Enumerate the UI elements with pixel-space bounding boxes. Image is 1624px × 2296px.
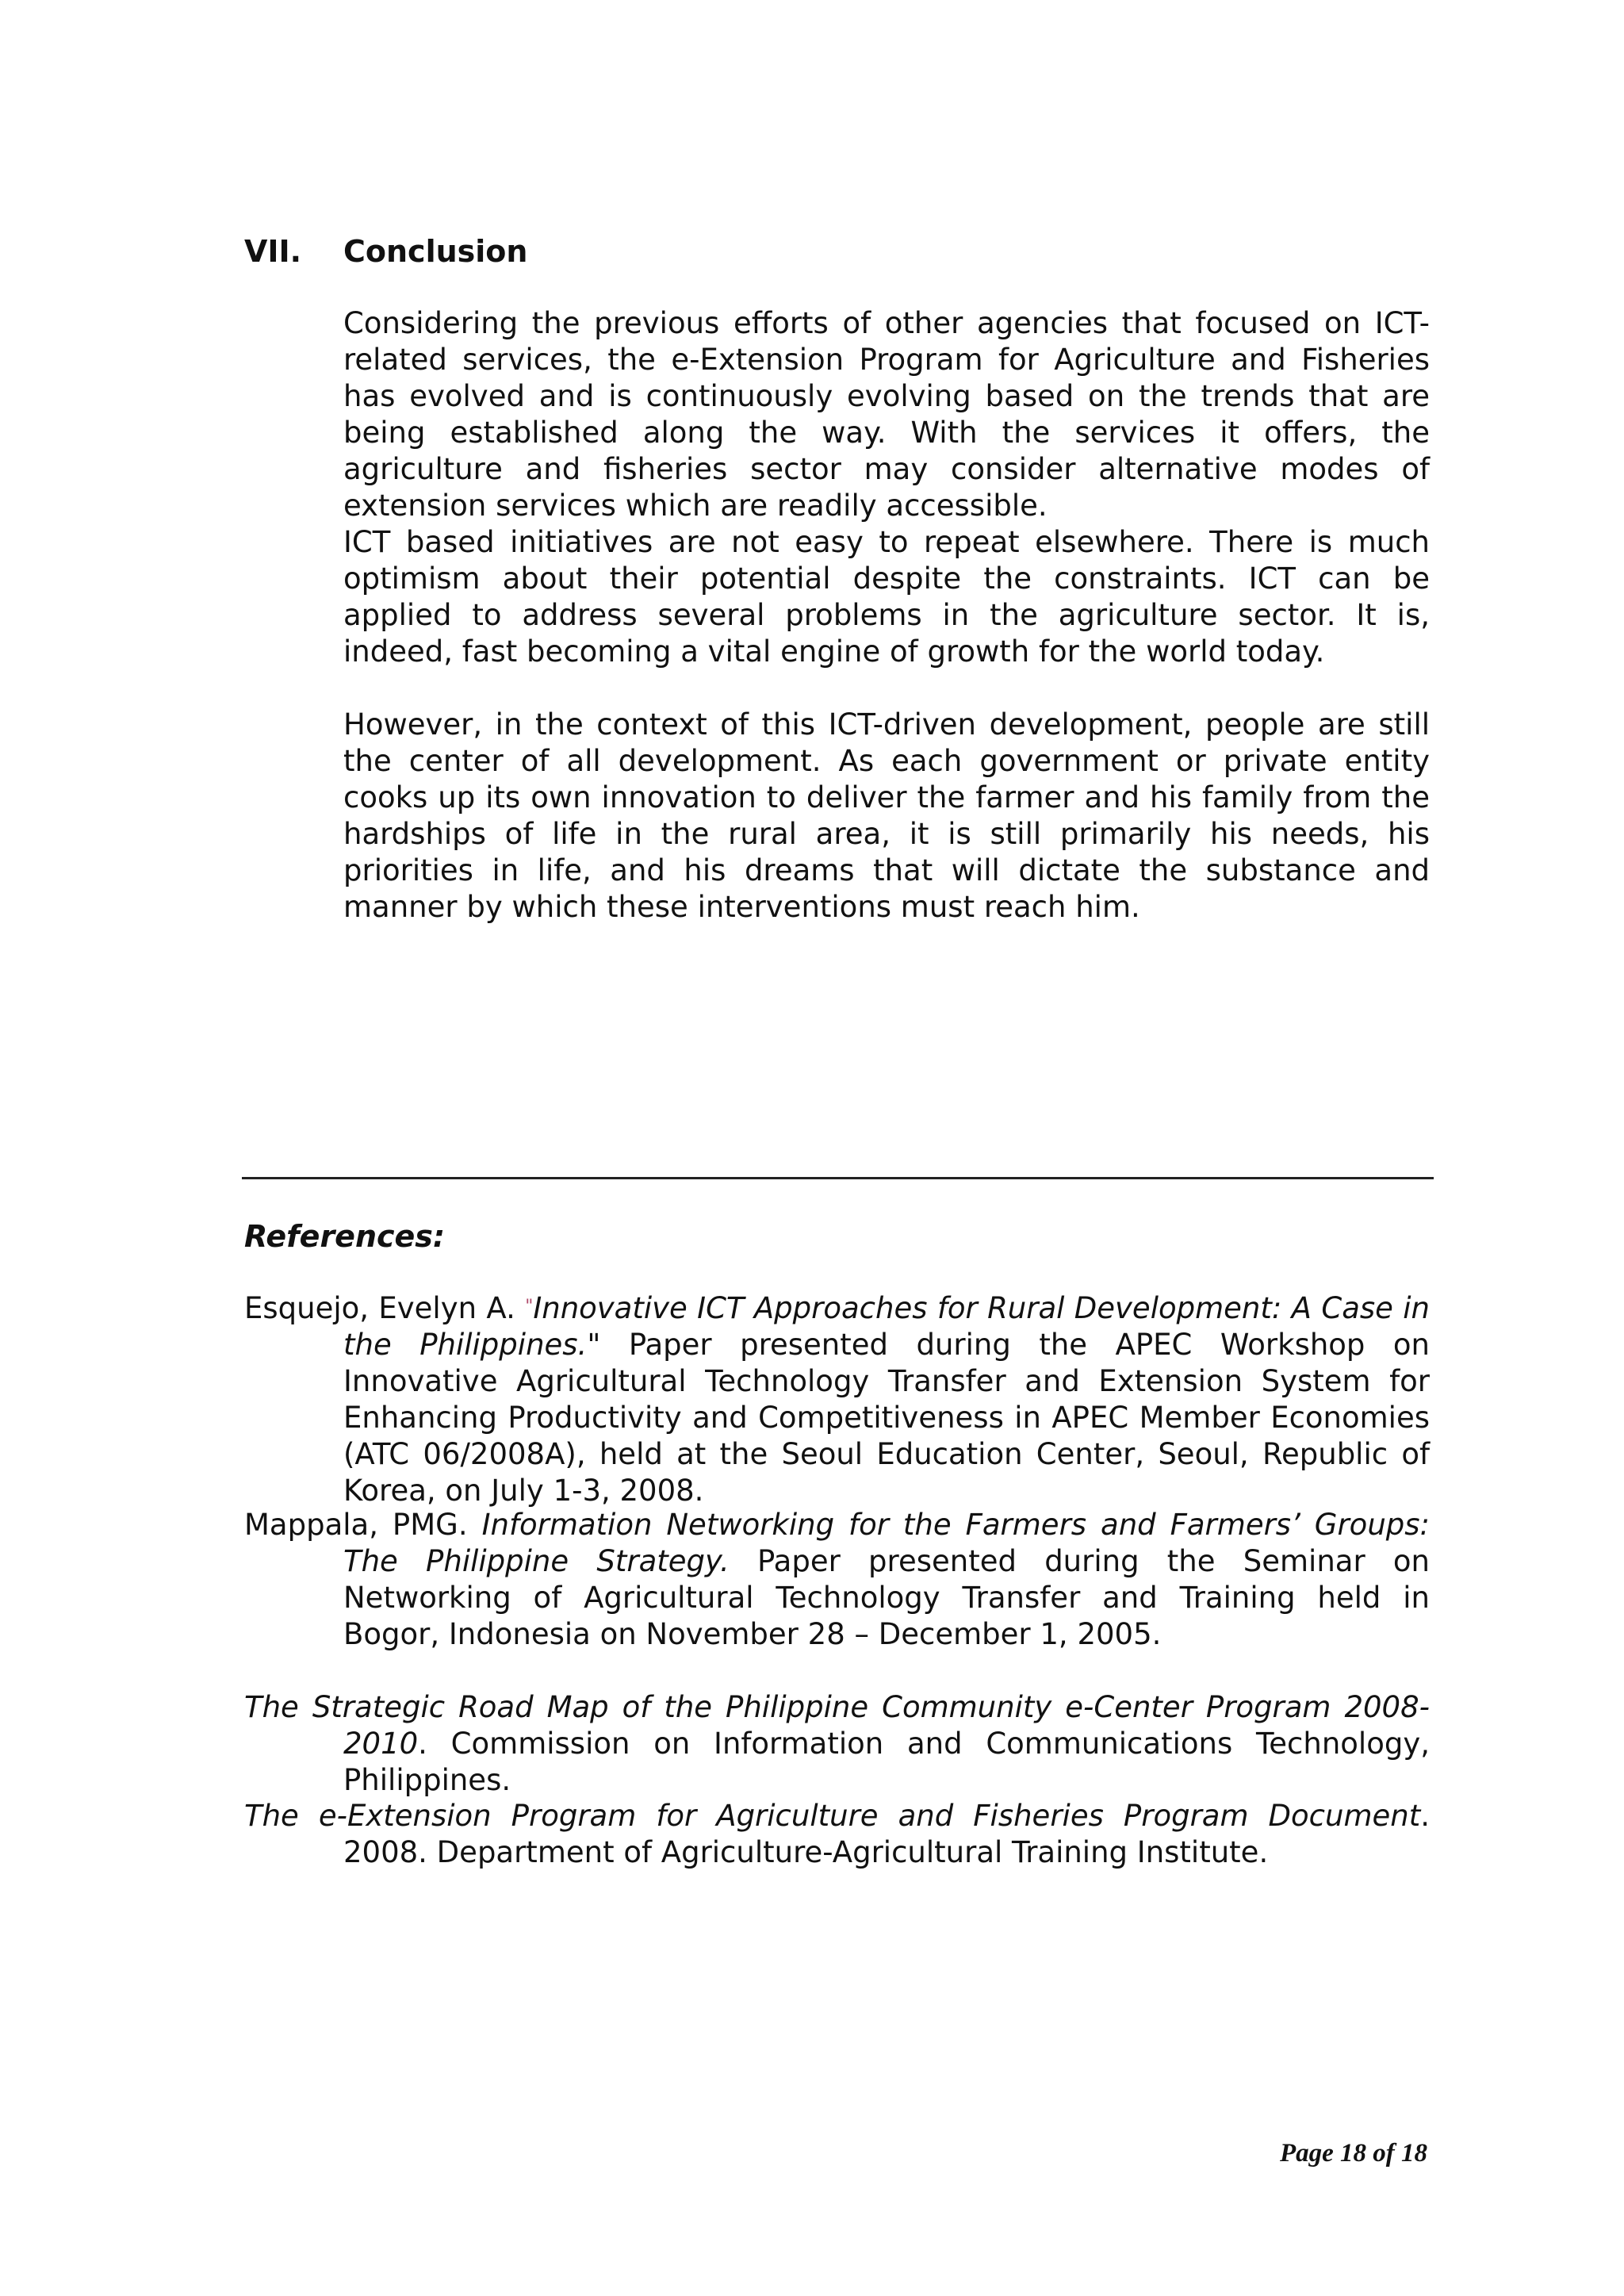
reference-title: Innovative ICT Approaches for Rural Development: A Case in the Philippines."	[343, 1291, 1430, 1362]
section-divider	[242, 1177, 1434, 1179]
reference-details: Paper presented during the APEC Workshop on Innovative Agricultural Technology Transfer and Extension System for Enhancing Productivity and Competitiveness in APEC Member Economies (ATC 06/2008A), held at the Seoul Education Center, Seoul, Republic of Korea, on July 1-3, 2008.	[343, 1328, 1430, 1508]
conclusion-paragraph-1: Considering the previous efforts of other agencies that focused on ICT-related services, the e-Extension Program for Agriculture and Fisheries has evolved and is continuously evolving based on the trends that are being established along the way. With the services it offers, the agriculture and fisheries sector may consider alternative modes of extension services which are readily accessible.	[343, 306, 1430, 523]
reference-author: Esquejo, Evelyn A.	[244, 1291, 526, 1325]
conclusion-paragraph-2: ICT based initiatives are not easy to repeat elsewhere. There is much optimism about their potential despite the constraints. ICT can be applied to address several problems in the agriculture sector. It is, indeed, fast becoming a vital engine of growth for the world today.	[343, 525, 1430, 669]
reference-title: The Strategic Road Map of the Philippine Community e-Center Program 2008-2010	[244, 1690, 1430, 1761]
section-title: Conclusion	[343, 234, 528, 269]
reference-author: Mappala, PMG.	[244, 1508, 482, 1542]
section-number: VII.	[244, 234, 302, 269]
conclusion-paragraph-3: However, in the context of this ICT-driven development, people are still the center of all development. As each government or private entity cooks up its own innovation to deliver the farmer and his family from the hardships of life in the rural area, it is still primarily his needs, his priorities in life, and his dreams that will dictate the substance and manner by which these interventions must reach him.	[343, 707, 1430, 924]
page-number: Page 18 of 18	[1279, 2139, 1427, 2168]
references-heading: References:	[244, 1219, 446, 1254]
reference-details: Paper presented during the Seminar on Networking of Agricultural Technology Transfer and Training held in Bogor, Indonesia on November 28 – December 1, 2005.	[343, 1544, 1430, 1651]
reference-item	[244, 1289, 1430, 1509]
reference-item	[244, 1689, 1430, 1799]
reference-title: The e-Extension Program for Agriculture and Fisheries Program Document	[244, 1799, 1421, 1833]
reference-title: Information Networking for the Farmers and Farmers’ Groups: The Philippine Strategy.	[343, 1508, 1430, 1578]
reference-open-quote: "	[525, 1297, 534, 1317]
reference-item	[244, 1507, 1430, 1653]
reference-item	[244, 1798, 1430, 1871]
reference-details: . 2008. Department of Agriculture-Agricultural Training Institute.	[343, 1799, 1430, 1869]
reference-details: . Commission on Information and Communications Technology, Philippines.	[343, 1727, 1430, 1797]
section-heading	[244, 232, 527, 270]
